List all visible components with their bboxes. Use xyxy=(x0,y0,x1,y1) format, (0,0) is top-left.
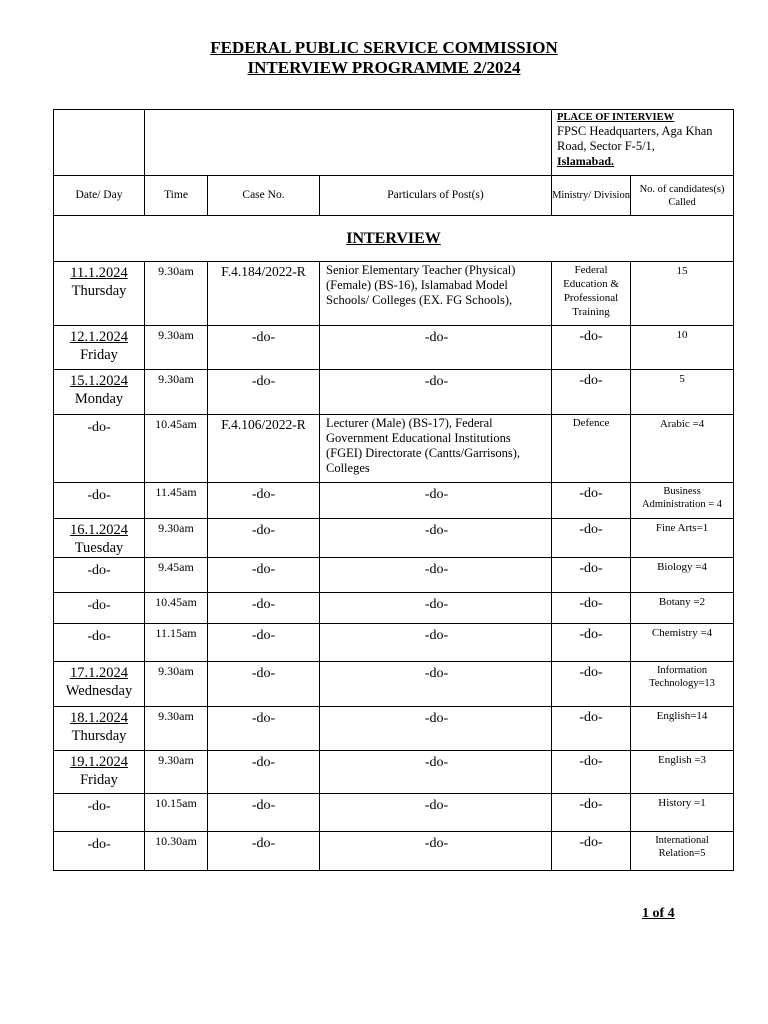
post-particulars-cell: -do- xyxy=(320,832,552,871)
col-header-case: Case No. xyxy=(208,176,320,216)
ministry-cell: -do- xyxy=(552,370,631,415)
ministry-cell: Federal Education & Professional Training xyxy=(552,262,631,326)
date-cell xyxy=(54,558,145,593)
post-particulars-cell: -do- xyxy=(320,662,552,707)
case-number-cell: -do- xyxy=(208,483,320,519)
place-of-interview xyxy=(552,110,734,176)
ministry-cell: -do- xyxy=(552,519,631,558)
case-number-cell: -do- xyxy=(208,832,320,871)
interview-date: -do- xyxy=(87,598,111,613)
place-row xyxy=(54,110,734,176)
interview-date: -do- xyxy=(87,488,111,503)
post-particulars-cell: -do- xyxy=(320,519,552,558)
case-number-cell: -do- xyxy=(208,326,320,370)
date-cell xyxy=(54,832,145,871)
blank-cell xyxy=(54,110,145,176)
date-cell xyxy=(54,593,145,624)
candidates-cell: English=14 xyxy=(631,707,734,751)
interview-date: 11.1.2024 xyxy=(70,265,128,281)
candidates-cell: History =1 xyxy=(631,794,734,832)
table-row xyxy=(54,593,734,624)
table-row xyxy=(54,326,734,370)
time-cell: 9.30am xyxy=(145,707,208,751)
table-row xyxy=(54,794,734,832)
ministry-cell: -do- xyxy=(552,751,631,794)
date-cell xyxy=(54,370,145,415)
time-cell: 10.45am xyxy=(145,415,208,483)
interview-day: Tuesday xyxy=(74,540,124,556)
case-number-cell: -do- xyxy=(208,662,320,707)
date-cell xyxy=(54,707,145,751)
interview-date: 17.1.2024 xyxy=(70,665,128,681)
candidates-cell: Business Administration = 4 xyxy=(631,483,734,519)
document-title: FEDERAL PUBLIC SERVICE COMMISSION xyxy=(210,38,558,57)
table-row xyxy=(54,751,734,794)
date-cell xyxy=(54,326,145,370)
date-cell xyxy=(54,751,145,794)
interview-date: -do- xyxy=(87,837,111,852)
table-row xyxy=(54,262,734,326)
time-cell: 9.30am xyxy=(145,370,208,415)
post-particulars-cell: -do- xyxy=(320,326,552,370)
interview-day: Thursday xyxy=(71,283,127,299)
candidates-cell: Biology =4 xyxy=(631,558,734,593)
case-number-cell: -do- xyxy=(208,707,320,751)
case-number-cell: F.4.106/2022-R xyxy=(208,415,320,483)
date-cell xyxy=(54,262,145,326)
post-particulars-cell: Senior Elementary Teacher (Physical) (Female) (BS-16), Islamabad Model Schools/ Colleges (EX. FG Schools), xyxy=(320,262,552,326)
interview-day: Wednesday xyxy=(65,683,133,699)
date-cell xyxy=(54,662,145,707)
time-cell: 9.30am xyxy=(145,519,208,558)
interview-day: Friday xyxy=(80,347,118,363)
post-particulars-cell: -do- xyxy=(320,751,552,794)
col-header-ministry: Ministry/ Division xyxy=(552,176,631,216)
col-header-post: Particulars of Post(s) xyxy=(320,176,552,216)
candidates-cell: Arabic =4 xyxy=(631,415,734,483)
ministry-cell: -do- xyxy=(552,624,631,662)
ministry-cell: -do- xyxy=(552,832,631,871)
time-cell: 10.30am xyxy=(145,832,208,871)
candidates-cell: Chemistry =4 xyxy=(631,624,734,662)
interview-date: -do- xyxy=(87,563,111,578)
interview-day: Friday xyxy=(80,772,118,788)
date-cell xyxy=(54,415,145,483)
case-number-cell: -do- xyxy=(208,794,320,832)
time-cell: 9.45am xyxy=(145,558,208,593)
ministry-cell: -do- xyxy=(552,593,631,624)
col-header-date: Date/ Day xyxy=(54,176,145,216)
interview-date: 19.1.2024 xyxy=(70,754,128,770)
table-row xyxy=(54,707,734,751)
time-cell: 11.45am xyxy=(145,483,208,519)
interview-date: -do- xyxy=(87,799,111,814)
ministry-cell: -do- xyxy=(552,483,631,519)
place-address: FPSC Headquarters, Aga Khan Road, Sector F-5/1, xyxy=(557,124,713,153)
candidates-cell: Botany =2 xyxy=(631,593,734,624)
candidates-cell: 10 xyxy=(631,326,734,370)
section-label: INTERVIEW xyxy=(54,216,734,262)
date-cell xyxy=(54,483,145,519)
interview-programme-table xyxy=(53,109,734,871)
table-row xyxy=(54,558,734,593)
time-cell: 11.15am xyxy=(145,624,208,662)
table-row xyxy=(54,624,734,662)
table-row xyxy=(54,662,734,707)
post-particulars-cell: Lecturer (Male) (BS-17), Federal Government Educational Institutions (FGEI) Directorate (Cantts/Garrisons), Colleges xyxy=(320,415,552,483)
case-number-cell: -do- xyxy=(208,370,320,415)
candidates-cell: Information Technology=13 xyxy=(631,662,734,707)
candidates-cell: English =3 xyxy=(631,751,734,794)
interview-date: -do- xyxy=(87,420,111,435)
case-number-cell: F.4.184/2022-R xyxy=(208,262,320,326)
place-label: PLACE OF INTERVIEW xyxy=(557,112,675,123)
interview-date: 15.1.2024 xyxy=(70,373,128,389)
section-row xyxy=(54,216,734,262)
time-cell: 10.15am xyxy=(145,794,208,832)
date-cell xyxy=(54,519,145,558)
table-row xyxy=(54,832,734,871)
case-number-cell: -do- xyxy=(208,624,320,662)
interview-date: 18.1.2024 xyxy=(70,710,128,726)
blank-cell xyxy=(145,110,552,176)
ministry-cell: -do- xyxy=(552,558,631,593)
time-cell: 9.30am xyxy=(145,751,208,794)
table-row xyxy=(54,370,734,415)
table-row xyxy=(54,415,734,483)
col-header-time: Time xyxy=(145,176,208,216)
post-particulars-cell: -do- xyxy=(320,483,552,519)
candidates-cell: Fine Arts=1 xyxy=(631,519,734,558)
time-cell: 9.30am xyxy=(145,262,208,326)
ministry-cell: -do- xyxy=(552,326,631,370)
time-cell: 9.30am xyxy=(145,662,208,707)
table-row xyxy=(54,483,734,519)
col-header-candidates: No. of candidates(s) Called xyxy=(631,176,734,216)
ministry-cell: -do- xyxy=(552,707,631,751)
date-cell xyxy=(54,794,145,832)
document-subtitle: INTERVIEW PROGRAMME 2/2024 xyxy=(247,58,521,77)
post-particulars-cell: -do- xyxy=(320,593,552,624)
place-city: Islamabad. xyxy=(557,154,615,168)
interview-date: 16.1.2024 xyxy=(70,522,128,538)
post-particulars-cell: -do- xyxy=(320,558,552,593)
column-header-row xyxy=(54,176,734,216)
table-row xyxy=(54,519,734,558)
interview-date: 12.1.2024 xyxy=(70,329,128,345)
interview-date: -do- xyxy=(87,629,111,644)
ministry-cell: Defence xyxy=(552,415,631,483)
post-particulars-cell: -do- xyxy=(320,794,552,832)
time-cell: 10.45am xyxy=(145,593,208,624)
page-number: 1 of 4 xyxy=(642,906,675,921)
case-number-cell: -do- xyxy=(208,519,320,558)
case-number-cell: -do- xyxy=(208,593,320,624)
interview-day: Monday xyxy=(74,391,124,407)
post-particulars-cell: -do- xyxy=(320,370,552,415)
ministry-cell: -do- xyxy=(552,662,631,707)
candidates-cell: International Relation=5 xyxy=(631,832,734,871)
ministry-cell: -do- xyxy=(552,794,631,832)
post-particulars-cell: -do- xyxy=(320,707,552,751)
case-number-cell: -do- xyxy=(208,558,320,593)
date-cell xyxy=(54,624,145,662)
interview-day: Thursday xyxy=(71,728,127,744)
time-cell: 9.30am xyxy=(145,326,208,370)
post-particulars-cell: -do- xyxy=(320,624,552,662)
candidates-cell: 5 xyxy=(631,370,734,415)
case-number-cell: -do- xyxy=(208,751,320,794)
candidates-cell: 15 xyxy=(631,262,734,326)
